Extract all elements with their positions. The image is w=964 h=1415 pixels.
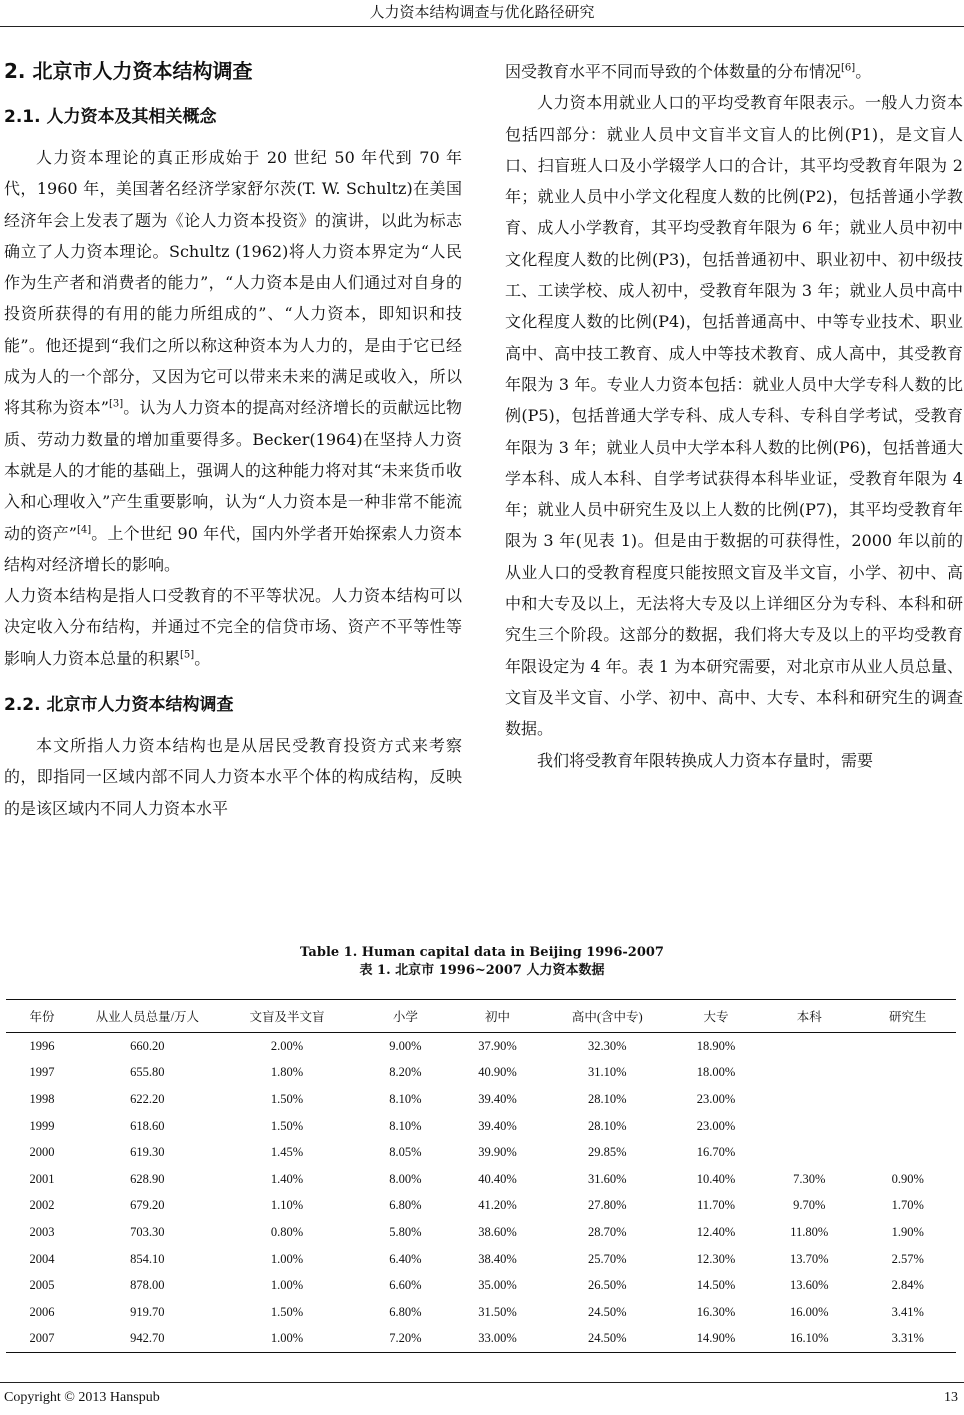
table-body xyxy=(6,1033,956,1353)
table-cell: 39.90% xyxy=(478,1145,517,1160)
table-cell: 6.80% xyxy=(389,1304,422,1319)
table-cell: 12.30% xyxy=(696,1251,736,1266)
table-cell: 8.00% xyxy=(389,1171,422,1186)
table-row xyxy=(6,1086,956,1113)
table-cell: 6.60% xyxy=(389,1278,422,1293)
table-cell: 41.20% xyxy=(478,1198,517,1213)
table-cell: 2006 xyxy=(29,1304,55,1319)
left-column xyxy=(4,48,462,824)
table-cell: 1.00% xyxy=(217,1326,358,1353)
table-cell: 32.30% xyxy=(587,1038,627,1053)
table-cell: 9.70% xyxy=(793,1198,826,1213)
table-caption xyxy=(0,944,964,980)
table-cell: 23.00% xyxy=(696,1091,736,1106)
table-cell: 1.50% xyxy=(270,1091,304,1106)
table-cell: 8.10% xyxy=(389,1091,422,1106)
table-cell: 942.70 xyxy=(78,1326,217,1353)
paragraph-conversion: 我们将受教育年限转换成人力资本存量时，需要 xyxy=(537,750,874,770)
table-cell: 31.50% xyxy=(478,1304,517,1319)
table-cell: 1.80% xyxy=(270,1065,304,1080)
table-cell: 660.20 xyxy=(130,1038,165,1053)
table-cell: 8.05% xyxy=(389,1145,422,1160)
table-row xyxy=(6,1033,956,1060)
table-header-row xyxy=(6,1000,956,1033)
section-title: 2. 北京市人力资本结构调查 xyxy=(4,59,253,83)
table-cell: 679.20 xyxy=(130,1198,165,1213)
table-cell xyxy=(759,1033,860,1060)
table-cell: 18.00% xyxy=(696,1065,736,1080)
table-row xyxy=(6,1139,956,1166)
table-caption-en: Table 1. Human capital data in Beijing 1996-2007 xyxy=(300,945,664,960)
table-cell: 619.30 xyxy=(130,1145,165,1160)
paragraph-capital-structure: 人力资本结构是指人口受教育的不平等状况。人力资本结构可以决定收入分布结构，并通过不完全的信贷市场、资产不平等性等影响人力资本总量的积累[5]。 xyxy=(4,586,462,668)
table-cell: 33.00% xyxy=(454,1326,542,1353)
table-cell: 2000 xyxy=(29,1145,55,1160)
table-cell: 1996 xyxy=(29,1038,55,1053)
table-cell: 24.50% xyxy=(541,1326,673,1353)
table-cell xyxy=(860,1113,956,1140)
table-cell xyxy=(759,1086,860,1113)
column-header: 高中(含中专) xyxy=(541,1000,673,1033)
table-cell xyxy=(860,1033,956,1060)
table-row xyxy=(6,1113,956,1140)
paragraph-human-capital-theory: 人力资本理论的真正形成始于 20 世纪 50 年代到 70 年代，1960 年，美国著名经济学家舒尔茨(T. W. Schultz)在美国经济年会上发表了题为《论人力资本投资》的演讲，以此为标志确立了人力资本理论。Schultz (1962)将人力资本界定为“人民作为生产者和消费者的能力”，“人力资本是由人们通过对自身的投资所获得的有用的能力所组成的”、“人力资本，即知识和技能”。他还提到“我们之所以称这种资本为人力的，是由于它已经成为人的一个部分，又因为它可以带来未来的满足或收入，所以将其称为资本”[3]。认为人力资本的提高对经济增长的贡献远比物质、劳动力数量的增加重要得多。Becker(1964)在坚持人力资本就是人的才能的基础上，强调人的这种能力将对其“未来货币收入和心理收入”产生重要影响，认为“人力资本是一种非常不能流动的资产”[4]。上个世纪 90 年代，国内外学者开始探索人力资本结构对经济增长的影响。 xyxy=(4,148,462,574)
table-cell: 26.50% xyxy=(587,1278,627,1293)
table-cell: 854.10 xyxy=(130,1251,165,1266)
table-cell: 13.70% xyxy=(789,1251,829,1266)
table-cell: 9.00% xyxy=(389,1038,422,1053)
table-row xyxy=(6,1060,956,1087)
table-cell: 1.70% xyxy=(891,1198,924,1213)
table-cell: 703.30 xyxy=(130,1224,165,1239)
table-cell: 12.40% xyxy=(696,1224,736,1239)
table-cell: 6.80% xyxy=(389,1198,422,1213)
table-cell: 28.70% xyxy=(587,1224,627,1239)
table-cell: 618.60 xyxy=(130,1118,165,1133)
table-cell: 2004 xyxy=(29,1251,55,1266)
subsection-title-2-1: 2.1. 人力资本及其相关概念 xyxy=(4,107,217,127)
table-cell: 628.90 xyxy=(130,1171,165,1186)
column-header: 文盲及半文盲 xyxy=(217,1000,358,1033)
table-row xyxy=(6,1166,956,1193)
table-cell: 878.00 xyxy=(130,1278,165,1293)
citation-3[interactable]: [3] xyxy=(109,399,124,411)
table-cell: 2.57% xyxy=(891,1251,924,1266)
table-cell: 2.84% xyxy=(891,1278,924,1293)
table-cell: 28.10% xyxy=(587,1118,627,1133)
table-cell: 2005 xyxy=(29,1278,55,1293)
column-header: 本科 xyxy=(759,1000,860,1033)
table-cell: 1997 xyxy=(29,1065,55,1080)
table-cell: 7.30% xyxy=(793,1171,826,1186)
table-cell: 1.90% xyxy=(891,1224,924,1239)
table-cell: 31.10% xyxy=(587,1065,627,1080)
table-cell: 2001 xyxy=(29,1171,55,1186)
table-cell: 0.90% xyxy=(891,1171,924,1186)
table-cell: 14.50% xyxy=(696,1278,736,1293)
table-cell: 14.90% xyxy=(673,1326,759,1353)
table-cell: 622.20 xyxy=(130,1091,165,1106)
citation-5[interactable]: [5] xyxy=(180,649,195,661)
right-column xyxy=(505,56,963,776)
table-cell xyxy=(860,1060,956,1087)
page-number: 13 xyxy=(944,1390,958,1405)
copyright-notice: Copyright © 2013 Hanspub xyxy=(4,1390,160,1405)
table-cell: 1.50% xyxy=(270,1304,304,1319)
table-cell: 31.60% xyxy=(587,1171,627,1186)
table-cell xyxy=(860,1139,956,1166)
table-cell: 2002 xyxy=(29,1198,55,1213)
table-cell xyxy=(860,1086,956,1113)
table-cell: 37.90% xyxy=(478,1038,517,1053)
table-cell: 28.10% xyxy=(587,1091,627,1106)
table-caption-zh: 表 1. 北京市 1996~2007 人力资本数据 xyxy=(359,963,605,978)
column-header: 研究生 xyxy=(860,1000,956,1033)
table-cell: 2003 xyxy=(29,1224,55,1239)
table-cell: 16.10% xyxy=(759,1326,860,1353)
column-header: 大专 xyxy=(673,1000,759,1033)
paragraph-continued: 因受教育水平不同而导致的个体数量的分布情况[6]。 xyxy=(505,62,872,81)
table-cell: 18.90% xyxy=(696,1038,736,1053)
table-cell: 1.40% xyxy=(270,1171,304,1186)
table-cell: 1.00% xyxy=(270,1251,304,1266)
table-cell xyxy=(759,1060,860,1087)
table-cell: 40.90% xyxy=(478,1065,517,1080)
table-row xyxy=(6,1219,956,1246)
table-cell: 6.40% xyxy=(389,1251,422,1266)
table-cell: 2007 xyxy=(6,1326,78,1353)
table-cell: 29.85% xyxy=(587,1145,627,1160)
table-cell: 919.70 xyxy=(130,1304,165,1319)
table-cell: 25.70% xyxy=(587,1251,627,1266)
running-header: 人力资本结构调查与优化路径研究 xyxy=(0,0,964,27)
column-header: 从业人员总量/万人 xyxy=(78,1000,217,1033)
table-cell: 1.10% xyxy=(270,1198,304,1213)
column-header: 年份 xyxy=(6,1000,78,1033)
table-cell: 10.40% xyxy=(696,1171,736,1186)
table-cell: 16.00% xyxy=(789,1304,829,1319)
table-cell: 11.80% xyxy=(790,1224,829,1239)
table-cell: 35.00% xyxy=(478,1278,517,1293)
table-cell xyxy=(759,1139,860,1166)
table-cell xyxy=(759,1113,860,1140)
table-cell: 38.60% xyxy=(478,1224,517,1239)
human-capital-table xyxy=(6,999,956,1353)
table-cell: 5.80% xyxy=(389,1224,422,1239)
table-cell: 8.10% xyxy=(389,1118,422,1133)
table-row xyxy=(6,1326,956,1353)
table-cell: 0.80% xyxy=(270,1224,304,1239)
table-cell: 3.41% xyxy=(891,1304,924,1319)
table-cell: 8.20% xyxy=(389,1065,422,1080)
table-row xyxy=(6,1246,956,1273)
page-footer xyxy=(0,1382,964,1415)
table-cell: 27.80% xyxy=(587,1198,627,1213)
paragraph-education-years: 人力资本用就业人口的平均受教育年限表示。一般人力资本包括四部分：就业人员中文盲半文盲人的比例(P1)，是文盲人口、扫盲班人口及小学辍学人口的合计，其平均受教育年限为 2 年；就业人员中小学文化程度人数的比例(P2)，包括普通小学教育、成人小学教育，其平均受教育年限为 6 年；就业人员中初中文化程度人数的比例(P3)，包括普通初中、职业初中、初中级技工、工读学校、成人初中，受教育年限为 3 年；就业人员中高中文化程度人数的比例(P4)，包括普通高中、中等专业技术、职业高中、高中技工教育、成人中等技术教育、成人高中，其受教育年限为 3 年。专业人力资本包括：就业人员中大学专科人数的比例(P5)，包括普通大学专科、成人专科、专科自学考试，受教育年限为 3 年；就业人员中大学本科人数的比例(P6)，包括普通大学本科、成人本科、自学考试获得本科毕业证，受教育年限为 4 年；就业人员中研究生及以上人数的比例(P7)，其平均受教育年限为 3 年(见表 1)。但是由于数据的可获得性，2000 年以前的从业人口的受教育程度只能按照文盲及半文盲，小学、初中、高中和大专及以上，无法将大专及以上详细区分为专科、本科和研究生三个阶段。这部分的数据，我们将大专及以上的平均受教育年限设定为 4 年。表 1 为本研究需要，对北京市从业人员总量、文盲及半文盲、小学、初中、高中、大专、本科和研究生的调查数据。 xyxy=(505,93,963,739)
table-row xyxy=(6,1272,956,1299)
table-cell: 24.50% xyxy=(587,1304,627,1319)
citation-4[interactable]: [4] xyxy=(76,524,92,536)
table-cell: 3.31% xyxy=(860,1326,956,1353)
table-cell: 40.40% xyxy=(478,1171,517,1186)
table-cell: 655.80 xyxy=(130,1065,165,1080)
column-header: 初中 xyxy=(454,1000,542,1033)
subsection-title-2-2: 2.2. 北京市人力资本结构调查 xyxy=(4,695,234,716)
table-row xyxy=(6,1193,956,1220)
column-header: 小学 xyxy=(357,1000,453,1033)
table-cell: 38.40% xyxy=(478,1251,517,1266)
table-cell: 1.00% xyxy=(270,1278,304,1293)
table-row xyxy=(6,1299,956,1326)
table-cell: 16.70% xyxy=(696,1145,736,1160)
table-cell: 1.45% xyxy=(270,1145,304,1160)
table-cell: 2.00% xyxy=(270,1038,304,1053)
table-cell: 1998 xyxy=(29,1091,55,1106)
table-cell: 16.30% xyxy=(696,1304,736,1319)
table-cell: 39.40% xyxy=(478,1118,517,1133)
table-cell: 1999 xyxy=(29,1118,55,1133)
table-cell: 39.40% xyxy=(478,1091,517,1106)
paragraph-structure-definition: 本文所指人力资本结构也是从居民受教育投资方式来考察的，即指同一区域内部不同人力资本水平个体的构成结构，反映的是该区域内不同人力资本水平 xyxy=(4,736,462,818)
citation-6[interactable]: [6] xyxy=(841,62,856,74)
table-cell: 7.20% xyxy=(357,1326,453,1353)
table-cell: 13.60% xyxy=(789,1278,829,1293)
table-cell: 1.50% xyxy=(270,1118,304,1133)
table-cell: 11.70% xyxy=(697,1198,736,1213)
table-cell: 23.00% xyxy=(696,1118,736,1133)
